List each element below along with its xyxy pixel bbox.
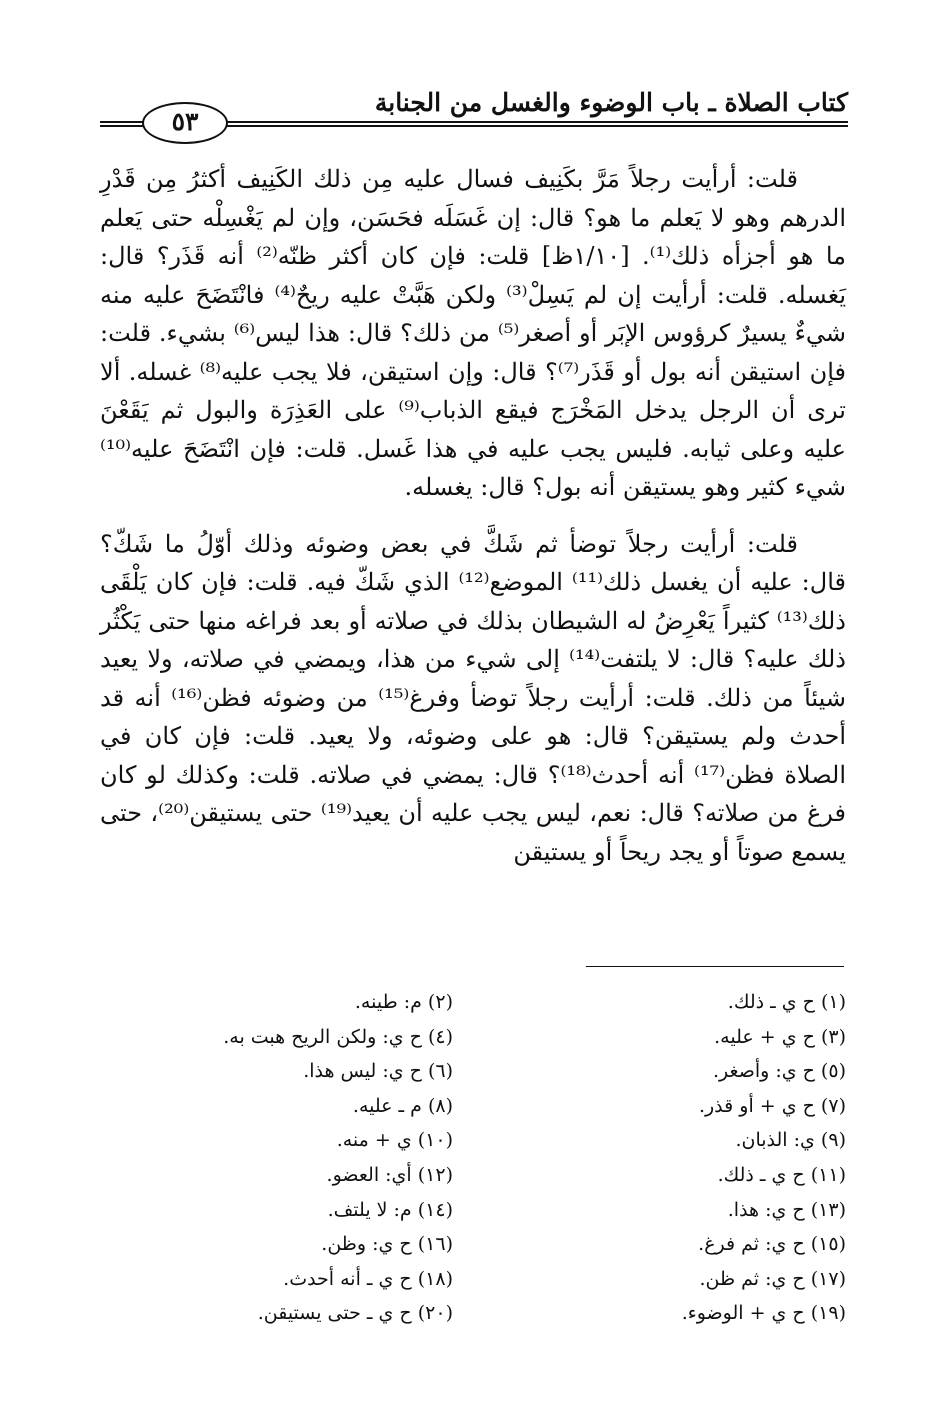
footnote-item: (١٨) ح ي ـ أنه أحدث. xyxy=(283,1267,453,1290)
footnote-item: (١٩) ح ي + الوضوء. xyxy=(681,1302,846,1325)
footnote-item: (١٧) ح ي: ثم ظن. xyxy=(699,1267,846,1290)
footnote-item: (١٠) ي + منه. xyxy=(336,1129,453,1152)
page-header xyxy=(100,88,848,136)
running-title: كتاب الصلاة ـ باب الوضوء والغسل من الجنابة xyxy=(374,88,848,117)
footnote-item: (٢٠) ح ي ـ حتى يستيقن. xyxy=(257,1302,453,1325)
footnote-item: (٤) ح ي: ولكن الريح هبت به. xyxy=(223,1025,453,1048)
footnote-item: (١٣) ح ي: هذا. xyxy=(727,1198,846,1221)
footnote-item: (٢) م: طينه. xyxy=(354,991,453,1013)
footnote-item: (١٤) م: لا يلتف. xyxy=(327,1198,453,1221)
paragraph-1: قلت: أرأيت رجلاً مَرَّ بكَنِيف فسال عليه مِن ذلك الكَنِيف أكثرُ مِن قَدْرِ الدرهم وهو لا يَعلم ما هو؟ قال: إن غَسَلَه فحَسَن، وإن لم يَغْسِلْه حتى يَعلم ما هو أجزأه ذلك⁽¹⁾. [١/١٠ظ] قلت: فإن كان أكثر ظنّه⁽²⁾ أنه قَذَر؟ قال: يَغسله. قلت: أرأيت إن لم يَسِلْ⁽³⁾ ولكن هَبَّتْ عليه ريحٌ⁽⁴⁾ فانْتَضَحَ عليه منه شيءٌ يسيرٌ كرؤوس الإبَر أو أصغر⁽⁵⁾ من ذلك؟ قال: هذا ليس⁽⁶⁾ بشيء. قلت: فإن استيقن أنه بول أو قَذَر⁽⁷⁾؟ قال: وإن استيقن، فلا يجب عليه⁽⁸⁾ غسله. ألا ترى أن الرجل يدخل المَخْرَج فيقع الذباب⁽⁹⁾ على العَذِرَة والبول ثم يَقَعْنَ عليه وعلى ثيابه. فليس يجب عليه في هذا غَسل. قلت: فإن انْتَضَحَ عليه⁽¹⁰⁾ شيء كثير وهو يستيقن أنه بول؟ قال: يغسله. xyxy=(100,165,847,501)
footnote-item: (١٦) ح ي: وظن. xyxy=(321,1233,453,1256)
footnotes xyxy=(160,985,846,1331)
paragraph-2: قلت: أرأيت رجلاً توضأ ثم شَكَّ في بعض وضوئه وذلك أوّلُ ما شَكّ؟ قال: عليه أن يغسل ذلك⁽¹¹⁾ الموضع⁽¹²⁾ الذي شَكّ فيه. قلت: فإن كان يَلْقَى ذلك⁽¹³⁾ كثيراً يَعْرِضُ له الشيطان بذلك في صلاته أو بعد فراغه منها حتى يَكْثُر ذلك عليه؟ قال: لا يلتفت⁽¹⁴⁾ إلى شيء من هذا، ويمضي في صلاته، ولا يعيد شيئاً من ذلك. قلت: أرأيت رجلاً توضأ وفرغ⁽¹⁵⁾ من وضوئه فظن⁽¹⁶⁾ أنه قد أحدث ولم يستيقن؟ قال: هو على وضوئه، ولا يعيد. قلت: فإن كان في الصلاة فظن⁽¹⁷⁾ أنه أحدث⁽¹⁸⁾؟ قال: يمضي في صلاته. قلت: وكذلك لو كان فرغ من صلاته؟ قال: نعم، ليس يجب عليه أن يعيد⁽¹⁹⁾ حتى يستيقن⁽²⁰⁾، حتى يسمع صوتاً أو يجد ريحاً أو يستيقن xyxy=(100,529,846,866)
footnote-item: (١٥) ح ي: ثم فرغ. xyxy=(698,1233,846,1256)
footnote-item: (٦) ح ي: ليس هذا. xyxy=(303,1060,453,1083)
footnote-item: (١) ح ي ـ ذلك. xyxy=(727,991,846,1013)
footnote-item: (٨) م ـ عليه. xyxy=(352,1094,453,1117)
footnote-item: (٩) ي: الذبان. xyxy=(735,1129,846,1152)
footnote-separator xyxy=(586,966,844,967)
footnote-item: (٥) ح ي: وأصغر. xyxy=(713,1060,846,1083)
main-text xyxy=(100,160,846,889)
footnote-item: (١٢) أي: العضو. xyxy=(326,1163,453,1186)
page-number: ٥٣ xyxy=(142,102,228,144)
footnote-item: (٧) ح ي + أو قذر. xyxy=(698,1094,846,1117)
footnote-item: (٣) ح ي + عليه. xyxy=(714,1025,846,1048)
footnote-item: (١١) ح ي ـ ذلك. xyxy=(717,1163,846,1186)
